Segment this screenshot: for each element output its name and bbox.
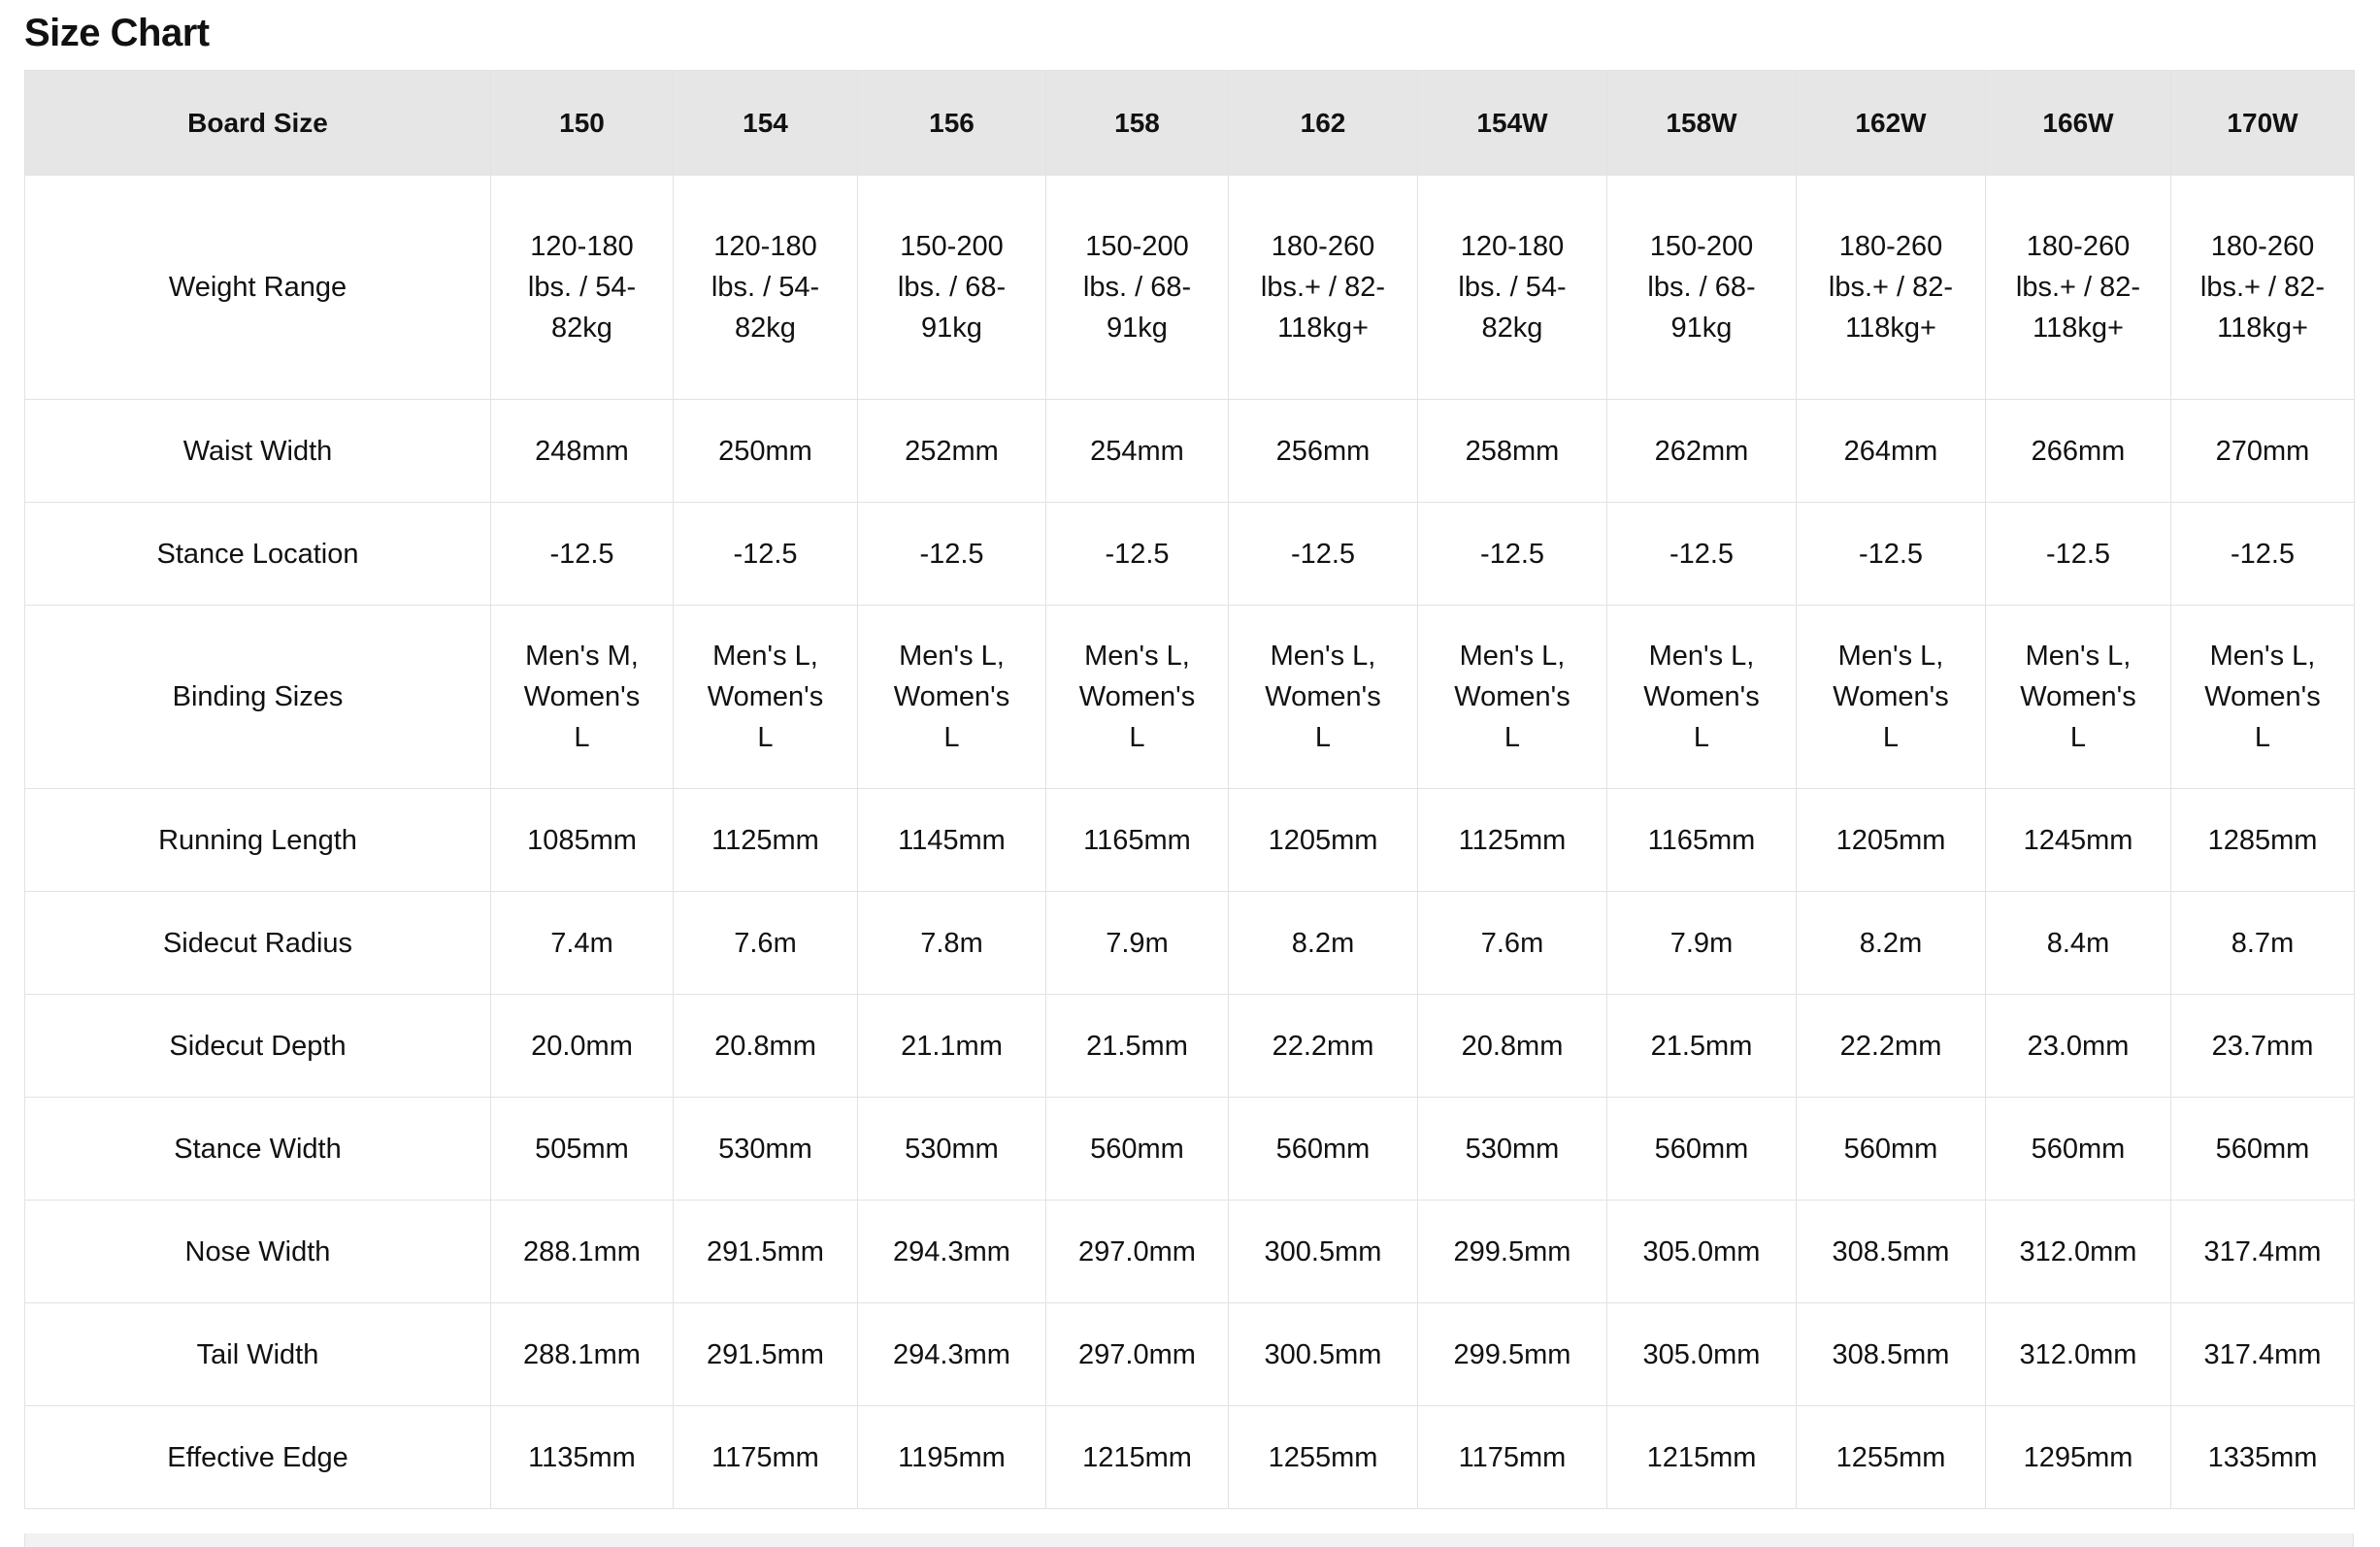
- table-cell: 312.0mm: [1986, 1201, 2171, 1303]
- table-row-tail-width: [25, 1303, 2355, 1406]
- table-cell: 20.8mm: [1418, 995, 1607, 1098]
- table-cell: 256mm: [1229, 400, 1418, 503]
- table-header-row: [25, 71, 2355, 176]
- table-cell: 180-260 lbs.+ / 82-118kg+: [1797, 176, 1986, 400]
- table-cell: 180-260 lbs.+ / 82-118kg+: [2171, 176, 2355, 400]
- table-cell: 8.2m: [1229, 892, 1418, 995]
- size-chart-table-container: [24, 70, 2354, 1509]
- table-cell: 308.5mm: [1797, 1201, 1986, 1303]
- header-size: 166W: [1986, 71, 2171, 176]
- table-cell: 254mm: [1046, 400, 1229, 503]
- table-bottom-edge: [24, 1533, 2354, 1547]
- row-label: Weight Range: [25, 176, 491, 400]
- table-cell: -12.5: [1418, 503, 1607, 606]
- table-cell: 22.2mm: [1797, 995, 1986, 1098]
- table-cell: 150-200 lbs. / 68-91kg: [1607, 176, 1797, 400]
- table-row-effective-edge: [25, 1406, 2355, 1509]
- row-label: Sidecut Radius: [25, 892, 491, 995]
- table-cell: 150-200 lbs. / 68-91kg: [1046, 176, 1229, 400]
- table-cell: 7.8m: [858, 892, 1046, 995]
- table-cell: 291.5mm: [674, 1201, 858, 1303]
- table-cell: 317.4mm: [2171, 1201, 2355, 1303]
- table-cell: -12.5: [674, 503, 858, 606]
- table-cell: 300.5mm: [1229, 1303, 1418, 1406]
- table-cell: 1245mm: [1986, 789, 2171, 892]
- table-cell: 262mm: [1607, 400, 1797, 503]
- table-cell: 560mm: [1229, 1098, 1418, 1201]
- table-cell: 1145mm: [858, 789, 1046, 892]
- table-cell: 530mm: [1418, 1098, 1607, 1201]
- table-cell: Men's L, Women's L: [858, 606, 1046, 789]
- table-cell: 294.3mm: [858, 1303, 1046, 1406]
- table-cell: Men's L, Women's L: [1046, 606, 1229, 789]
- table-cell: 1285mm: [2171, 789, 2355, 892]
- table-cell: 23.7mm: [2171, 995, 2355, 1098]
- table-cell: 150-200 lbs. / 68-91kg: [858, 176, 1046, 400]
- table-cell: 1165mm: [1607, 789, 1797, 892]
- header-board-size: Board Size: [25, 71, 491, 176]
- table-cell: 21.1mm: [858, 995, 1046, 1098]
- table-cell: 1295mm: [1986, 1406, 2171, 1509]
- table-cell: 560mm: [2171, 1098, 2355, 1201]
- table-cell: Men's L, Women's L: [1229, 606, 1418, 789]
- table-cell: 1125mm: [674, 789, 858, 892]
- table-cell: 1195mm: [858, 1406, 1046, 1509]
- table-cell: 21.5mm: [1046, 995, 1229, 1098]
- table-cell: 258mm: [1418, 400, 1607, 503]
- table-cell: -12.5: [1797, 503, 1986, 606]
- header-size: 154W: [1418, 71, 1607, 176]
- table-cell: -12.5: [491, 503, 674, 606]
- table-cell: 20.0mm: [491, 995, 674, 1098]
- table-cell: 252mm: [858, 400, 1046, 503]
- table-cell: 312.0mm: [1986, 1303, 2171, 1406]
- header-size: 162: [1229, 71, 1418, 176]
- table-row-sidecut-radius: [25, 892, 2355, 995]
- table-cell: 530mm: [858, 1098, 1046, 1201]
- row-label: Stance Location: [25, 503, 491, 606]
- table-cell: 297.0mm: [1046, 1303, 1229, 1406]
- table-cell: -12.5: [1986, 503, 2171, 606]
- table-cell: 7.6m: [1418, 892, 1607, 995]
- row-label: Sidecut Depth: [25, 995, 491, 1098]
- table-cell: 308.5mm: [1797, 1303, 1986, 1406]
- table-cell: 1255mm: [1229, 1406, 1418, 1509]
- header-size: 170W: [2171, 71, 2355, 176]
- row-label: Stance Width: [25, 1098, 491, 1201]
- table-row-sidecut-depth: [25, 995, 2355, 1098]
- table-cell: 288.1mm: [491, 1201, 674, 1303]
- table-row-stance-width: [25, 1098, 2355, 1201]
- page-title: Size Chart: [24, 12, 210, 54]
- row-label: Effective Edge: [25, 1406, 491, 1509]
- row-label: Binding Sizes: [25, 606, 491, 789]
- table-cell: 505mm: [491, 1098, 674, 1201]
- header-size: 156: [858, 71, 1046, 176]
- table-row-stance-location: [25, 503, 2355, 606]
- table-cell: 120-180 lbs. / 54-82kg: [674, 176, 858, 400]
- table-cell: 270mm: [2171, 400, 2355, 503]
- table-row-running-length: [25, 789, 2355, 892]
- table-cell: 1125mm: [1418, 789, 1607, 892]
- table-cell: 7.9m: [1607, 892, 1797, 995]
- row-label: Waist Width: [25, 400, 491, 503]
- table-cell: 1085mm: [491, 789, 674, 892]
- header-size: 150: [491, 71, 674, 176]
- header-size: 162W: [1797, 71, 1986, 176]
- table-cell: 1135mm: [491, 1406, 674, 1509]
- row-label: Running Length: [25, 789, 491, 892]
- table-cell: 1255mm: [1797, 1406, 1986, 1509]
- table-cell: Men's L, Women's L: [1797, 606, 1986, 789]
- table-cell: 294.3mm: [858, 1201, 1046, 1303]
- table-cell: 264mm: [1797, 400, 1986, 503]
- table-cell: 21.5mm: [1607, 995, 1797, 1098]
- table-cell: 297.0mm: [1046, 1201, 1229, 1303]
- table-cell: 530mm: [674, 1098, 858, 1201]
- table-cell: 317.4mm: [2171, 1303, 2355, 1406]
- table-row-binding-sizes: [25, 606, 2355, 789]
- table-cell: 180-260 lbs.+ / 82-118kg+: [1229, 176, 1418, 400]
- table-cell: 1165mm: [1046, 789, 1229, 892]
- table-cell: Men's L, Women's L: [1986, 606, 2171, 789]
- header-size: 158W: [1607, 71, 1797, 176]
- table-cell: 180-260 lbs.+ / 82-118kg+: [1986, 176, 2171, 400]
- table-cell: 299.5mm: [1418, 1303, 1607, 1406]
- table-cell: 120-180 lbs. / 54-82kg: [491, 176, 674, 400]
- table-cell: 305.0mm: [1607, 1201, 1797, 1303]
- table-cell: 560mm: [1986, 1098, 2171, 1201]
- table-cell: 305.0mm: [1607, 1303, 1797, 1406]
- table-cell: 1175mm: [1418, 1406, 1607, 1509]
- table-cell: 7.4m: [491, 892, 674, 995]
- table-row-weight-range: [25, 176, 2355, 400]
- table-cell: 8.7m: [2171, 892, 2355, 995]
- table-cell: -12.5: [1229, 503, 1418, 606]
- table-cell: -12.5: [2171, 503, 2355, 606]
- table-cell: 288.1mm: [491, 1303, 674, 1406]
- table-cell: Men's L, Women's L: [1607, 606, 1797, 789]
- table-cell: 300.5mm: [1229, 1201, 1418, 1303]
- table-row-nose-width: [25, 1201, 2355, 1303]
- table-cell: 23.0mm: [1986, 995, 2171, 1098]
- table-cell: 250mm: [674, 400, 858, 503]
- table-cell: 7.9m: [1046, 892, 1229, 995]
- table-cell: 8.4m: [1986, 892, 2171, 995]
- table-cell: -12.5: [1607, 503, 1797, 606]
- table-cell: Men's L, Women's L: [674, 606, 858, 789]
- table-cell: 1215mm: [1607, 1406, 1797, 1509]
- table-cell: 120-180 lbs. / 54-82kg: [1418, 176, 1607, 400]
- table-cell: 1335mm: [2171, 1406, 2355, 1509]
- table-cell: -12.5: [1046, 503, 1229, 606]
- table-cell: 266mm: [1986, 400, 2171, 503]
- header-size: 154: [674, 71, 858, 176]
- table-cell: 20.8mm: [674, 995, 858, 1098]
- table-cell: Men's M, Women's L: [491, 606, 674, 789]
- table-cell: -12.5: [858, 503, 1046, 606]
- size-chart-table: [24, 70, 2355, 1509]
- table-cell: 1205mm: [1797, 789, 1986, 892]
- table-cell: 1175mm: [674, 1406, 858, 1509]
- table-cell: 7.6m: [674, 892, 858, 995]
- row-label: Nose Width: [25, 1201, 491, 1303]
- table-cell: 560mm: [1046, 1098, 1229, 1201]
- table-cell: 560mm: [1797, 1098, 1986, 1201]
- table-cell: 1215mm: [1046, 1406, 1229, 1509]
- table-row-waist-width: [25, 400, 2355, 503]
- header-size: 158: [1046, 71, 1229, 176]
- table-cell: 1205mm: [1229, 789, 1418, 892]
- table-cell: Men's L, Women's L: [1418, 606, 1607, 789]
- table-cell: 22.2mm: [1229, 995, 1418, 1098]
- row-label: Tail Width: [25, 1303, 491, 1406]
- table-cell: 291.5mm: [674, 1303, 858, 1406]
- table-cell: Men's L, Women's L: [2171, 606, 2355, 789]
- table-cell: 248mm: [491, 400, 674, 503]
- table-cell: 8.2m: [1797, 892, 1986, 995]
- table-cell: 560mm: [1607, 1098, 1797, 1201]
- table-cell: 299.5mm: [1418, 1201, 1607, 1303]
